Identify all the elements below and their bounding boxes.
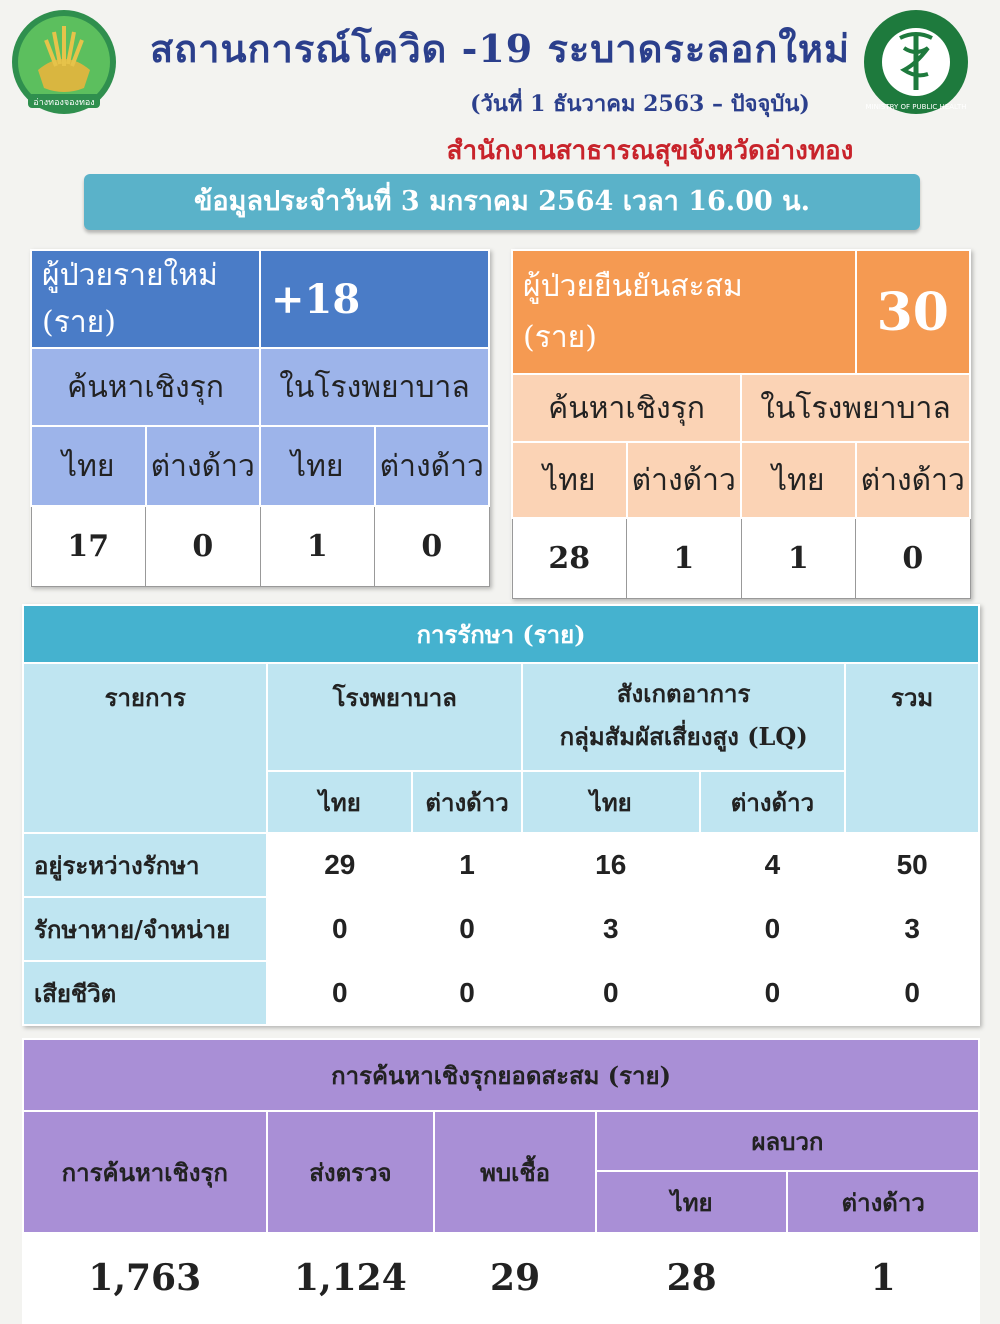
new-hospital-foreign-header: ต่างด้าว xyxy=(375,426,490,506)
active-finding-sent-header: ส่งตรวจ xyxy=(267,1111,435,1233)
new-hospital-thai-value: 1 xyxy=(260,506,375,586)
treatment-row-label: อยู่ระหว่างรักษา xyxy=(23,833,267,897)
treatment-cell: 0 xyxy=(845,961,979,1025)
treatment-cell: 50 xyxy=(845,833,979,897)
treatment-hospital-header: โรงพยาบาล xyxy=(267,663,522,771)
active-finding-table xyxy=(22,1038,980,1324)
new-cases-total: +18 xyxy=(260,250,489,348)
active-finding-sent-value: 1,124 xyxy=(267,1233,435,1323)
ministry-logo xyxy=(860,8,972,116)
data-date-banner: ข้อมูลประจำวันที่ 3 มกราคม 2564 เวลา 16.00 น. xyxy=(84,174,920,230)
provincial-logo xyxy=(8,8,120,116)
treatment-cell: 0 xyxy=(412,961,522,1025)
active-finding-foreign-header: ต่างด้าว xyxy=(787,1171,979,1233)
date-range: (วันที่ 1 ธันวาคม 2563 – ปัจจุบัน) xyxy=(470,91,810,117)
cum-active-foreign-header: ต่างด้าว xyxy=(627,442,742,518)
new-active-thai-header: ไทย xyxy=(31,426,146,506)
treatment-title: การรักษา (ราย) xyxy=(23,605,979,663)
treatment-observe-line1: สังเกตอาการ xyxy=(616,679,751,708)
treatment-cell: 4 xyxy=(700,833,846,897)
cumulative-label xyxy=(512,250,856,374)
new-cases-label: ผู้ป่วยรายใหม่ (ราย) xyxy=(31,250,260,348)
treatment-cell: 29 xyxy=(267,833,412,897)
cum-active-foreign-value: 1 xyxy=(627,518,742,598)
treatment-hospital-foreign-header: ต่างด้าว xyxy=(412,771,522,833)
ministry-logo-text: MINISTRY OF PUBLIC HEALTH xyxy=(865,103,967,111)
treatment-hospital-thai-header: ไทย xyxy=(267,771,412,833)
new-hospital-foreign-value: 0 xyxy=(375,506,490,586)
new-active-thai-value: 17 xyxy=(31,506,146,586)
treatment-cell: 3 xyxy=(522,897,700,961)
active-finding-title: การค้นหาเชิงรุกยอดสะสม (ราย) xyxy=(23,1039,979,1111)
new-active-foreign-header: ต่างด้าว xyxy=(146,426,261,506)
cumulative-cases-table xyxy=(511,249,971,599)
cum-active-finding-header: ค้นหาเชิงรุก xyxy=(512,374,741,442)
treatment-row-label: เสียชีวิต xyxy=(23,961,267,1025)
treatment-item-header: รายการ xyxy=(23,663,267,833)
active-finding-found-value: 29 xyxy=(434,1233,596,1323)
treatment-observe-header xyxy=(522,663,845,771)
treatment-cell: 0 xyxy=(700,961,846,1025)
cum-hospital-header: ในโรงพยาบาล xyxy=(741,374,970,442)
treatment-observe-thai-header: ไทย xyxy=(522,771,700,833)
cum-hospital-foreign-value: 0 xyxy=(856,518,971,598)
treatment-cell: 0 xyxy=(700,897,846,961)
treatment-cell: 3 xyxy=(845,897,979,961)
treatment-cell: 16 xyxy=(522,833,700,897)
active-finding-foreign-value: 1 xyxy=(787,1233,979,1323)
office-name: สำนักงานสาธารณสุขจังหวัดอ่างทอง xyxy=(446,136,854,166)
cum-hospital-thai-header: ไทย xyxy=(741,442,856,518)
active-finding-search-value: 1,763 xyxy=(23,1233,267,1323)
active-finding-thai-value: 28 xyxy=(596,1233,787,1323)
new-active-foreign-value: 0 xyxy=(146,506,261,586)
active-finding-thai-header: ไทย xyxy=(596,1171,787,1233)
cum-hospital-thai-value: 1 xyxy=(741,518,856,598)
active-finding-found-header: พบเชื้อ xyxy=(434,1111,596,1233)
active-finding-search-header: การค้นหาเชิงรุก xyxy=(23,1111,267,1233)
treatment-total-header: รวม xyxy=(845,663,979,833)
cum-active-thai-header: ไทย xyxy=(512,442,627,518)
treatment-cell: 0 xyxy=(267,897,412,961)
treatment-observe-foreign-header: ต่างด้าว xyxy=(700,771,846,833)
active-finding-positive-header: ผลบวก xyxy=(596,1111,979,1171)
treatment-cell: 0 xyxy=(412,897,522,961)
cumulative-total: 30 xyxy=(856,250,971,374)
treatment-observe-line2: กลุ่มสัมผัสเสี่ยงสูง (LQ) xyxy=(559,722,808,752)
treatment-cell: 0 xyxy=(522,961,700,1025)
new-hospital-header: ในโรงพยาบาล xyxy=(260,348,489,426)
treatment-cell: 0 xyxy=(267,961,412,1025)
page-title: สถานการณ์โควิด -19 ระบาดระลอกใหม่ xyxy=(149,26,851,71)
cum-active-thai-value: 28 xyxy=(512,518,627,598)
new-active-finding-header: ค้นหาเชิงรุก xyxy=(31,348,260,426)
treatment-row-label: รักษาหาย/จำหน่าย xyxy=(23,897,267,961)
cumulative-label-line2: (ราย) xyxy=(523,320,597,355)
new-hospital-thai-header: ไทย xyxy=(260,426,375,506)
treatment-table xyxy=(22,604,980,1026)
cum-hospital-foreign-header: ต่างด้าว xyxy=(856,442,971,518)
new-cases-table xyxy=(30,249,490,587)
treatment-cell: 1 xyxy=(412,833,522,897)
cumulative-label-line1: ผู้ป่วยยืนยันสะสม xyxy=(523,269,743,304)
provincial-logo-text: อ่างทองจองทอง xyxy=(33,98,95,108)
